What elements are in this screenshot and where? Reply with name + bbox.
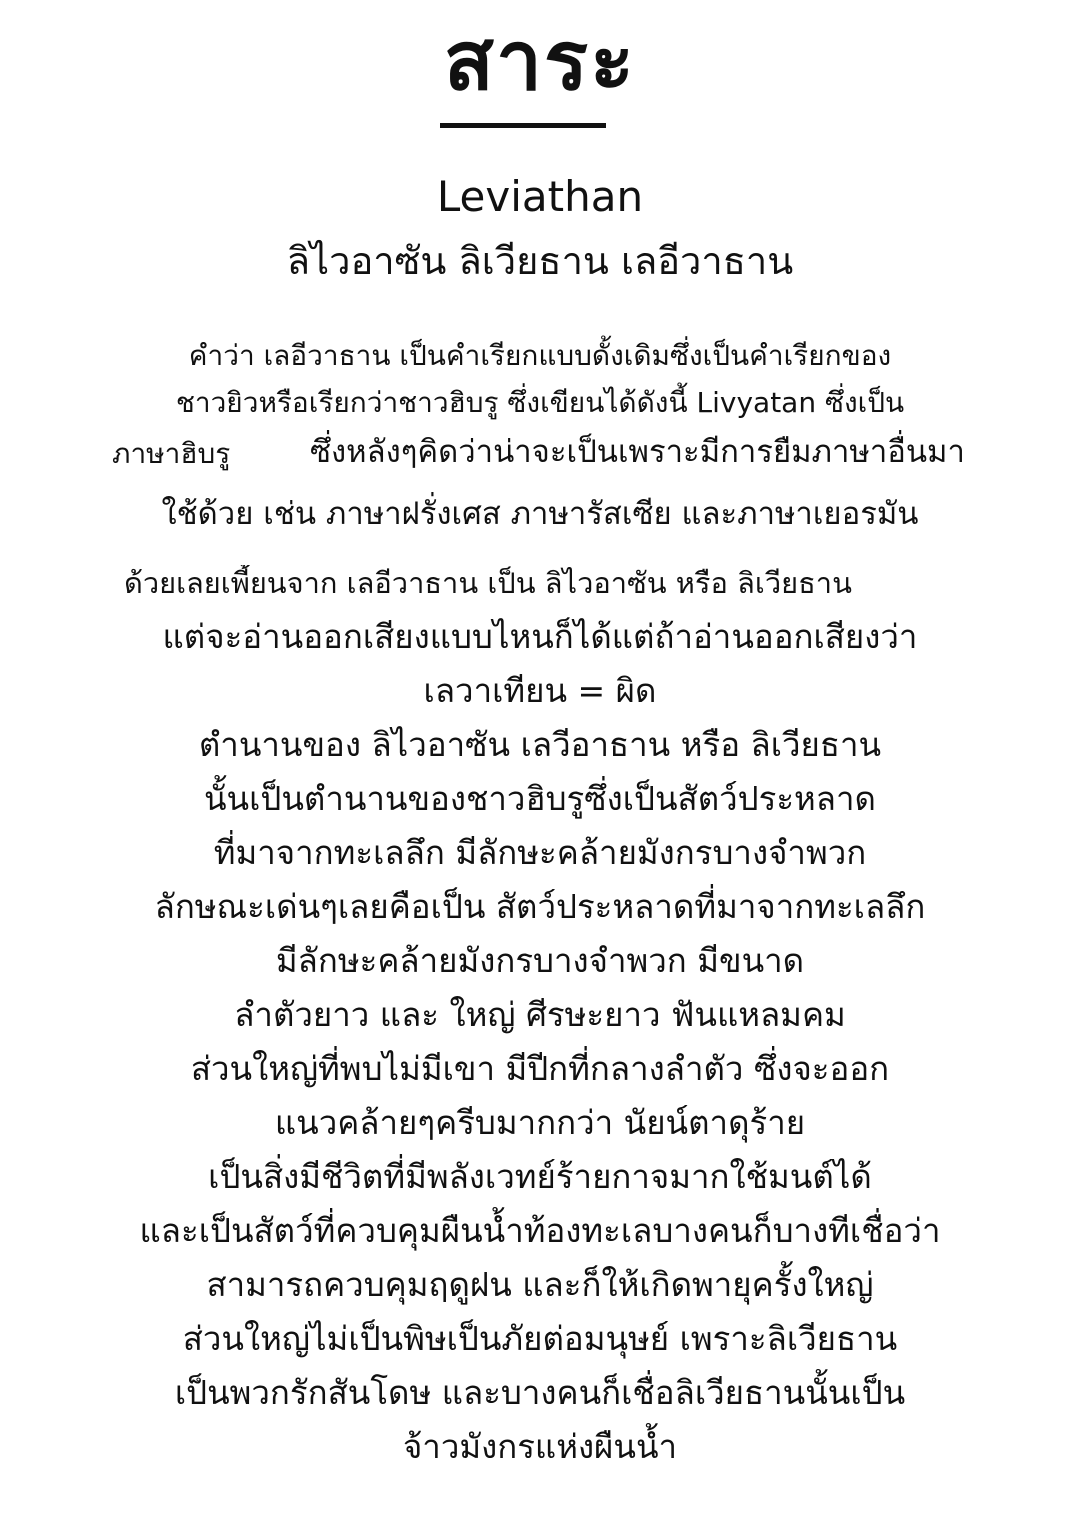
subtitle-thai-names: ลิไวอาซัน ลิเวียธาน เลอีวาธาน xyxy=(286,239,794,283)
intro-line-1: คำว่า เลอีวาธาน เป็นคำเรียกแบบดั้งเดิมซึ่งเป็นคำเรียกของ xyxy=(188,339,892,372)
body-line: ลำตัวยาว และ ใหญ่ ศีรษะยาว ฟันแหลมคม xyxy=(234,995,846,1034)
intro-line-3-start: ภาษาฮิบรู xyxy=(112,437,231,470)
body-line: แนวคล้ายๆครีบมากกว่า นัยน์ตาดุร้าย xyxy=(274,1103,806,1142)
body-line: มีลักษะคล้ายมังกรบางจำพวก มีขนาด xyxy=(275,941,805,980)
intro-line-2: ชาวยิวหรือเรียกว่าชาวฮิบรู ซึ่งเขียนได้ดังนี้ Livyatan ซึ่งเป็น xyxy=(175,386,905,419)
intro-line-4: ใช้ด้วย เช่น ภาษาฝรั่งเศส ภาษารัสเซีย และภาษาเยอรมัน xyxy=(161,496,919,532)
body-first-line: ด้วยเลยเพี้ยนจาก เลอีวาธาน เป็น ลิไวอาซัน หรือ ลิเวียธาน xyxy=(124,566,852,600)
body-line: ส่วนใหญ่ไม่เป็นพิษเป็นภัยต่อมนุษย์ เพราะลิเวียธาน xyxy=(182,1319,898,1358)
intro-line-3-end: ซึ่งหลังๆคิดว่าน่าจะเป็นเพราะมีการยืมภาษาอื่นมา xyxy=(310,434,965,470)
body-line: ตำนานของ ลิไวอาซัน เลวีอาธาน หรือ ลิเวียธาน xyxy=(198,725,882,764)
page-title: สาระ xyxy=(443,14,637,109)
body-line: เลวาเทียน = ผิด xyxy=(423,671,657,710)
body-line: จ้าวมังกรแห่งผืนน้ำ xyxy=(402,1427,678,1466)
body-line: เป็นพวกรักสันโดษ และบางคนก็เชื่อลิเวียธานนั้นเป็น xyxy=(174,1373,906,1412)
body-line: นั้นเป็นตำนานของชาวฮิบรูซึ่งเป็นสัตว์ประหลาด xyxy=(203,779,876,818)
title-underline xyxy=(440,123,606,128)
body-paragraph xyxy=(0,610,1080,1474)
body-line: ส่วนใหญ่ที่พบไม่มีเขา มีปีกที่กลางลำตัว ซึ่งจะออก xyxy=(190,1049,890,1088)
body-line: เป็นสิ่งมีชีวิตที่มีพลังเวทย์ร้ายกาจมากใช้มนต์ได้ xyxy=(208,1157,872,1196)
subtitle-english: Leviathan xyxy=(436,172,644,221)
body-line: สามารถควบคุมฤดูฝน และก็ให้เกิดพายุครั้งใหญ่ xyxy=(206,1265,874,1304)
body-line: ที่มาจากทะเลลึก มีลักษะคล้ายมังกรบางจำพวก xyxy=(213,833,867,872)
body-line: และเป็นสัตว์ที่ควบคุมผืนน้ำท้องทะเลบางคนก็บางทีเชื่อว่า xyxy=(139,1211,941,1250)
body-line: แต่จะอ่านออกเสียงแบบไหนก็ได้แต่ถ้าอ่านออกเสียงว่า xyxy=(162,617,918,656)
body-line: ลักษณะเด่นๆเลยคือเป็น สัตว์ประหลาดที่มาจากทะเลลึก xyxy=(154,887,926,926)
